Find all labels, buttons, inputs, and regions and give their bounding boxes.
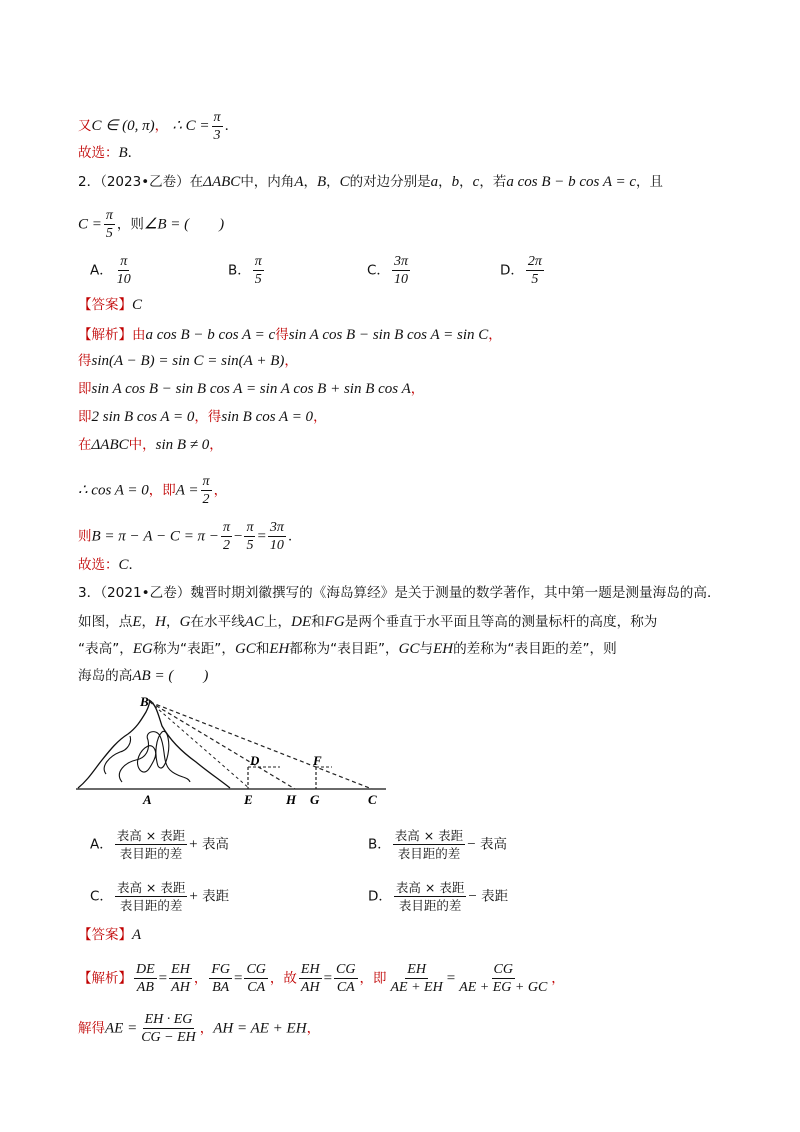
analysis-tag: 【解析】 — [78, 970, 132, 987]
math-var: b — [451, 174, 460, 190]
frac-den: 3 — [213, 128, 221, 143]
q2-option-d — [500, 254, 546, 287]
frac — [334, 962, 357, 995]
frac-den: 10 — [393, 272, 408, 287]
frac-den: 5 — [105, 226, 113, 241]
frac-num: 表高 × 表距 — [116, 880, 186, 895]
q3-option-d — [368, 880, 508, 913]
option-label: D． — [368, 888, 392, 905]
label-d: D — [250, 753, 260, 768]
math-question: AB = ( ) — [132, 668, 209, 684]
math: sin B ≠ 0 — [155, 437, 210, 453]
text: 和 — [311, 614, 325, 630]
text-comma: ， — [199, 1020, 214, 1037]
text: 中， — [128, 437, 156, 453]
island-contour — [104, 732, 190, 782]
q2-analysis-3 — [78, 380, 424, 398]
text-comma: ， — [459, 174, 473, 190]
math-c-eq: C = — [78, 216, 102, 233]
q3-answer — [78, 926, 141, 944]
frac-den: AE + EH — [390, 980, 443, 995]
frac-num: CG — [336, 962, 356, 977]
frac — [244, 520, 255, 553]
frac — [169, 962, 192, 995]
frac-den: 表目距的差 — [119, 898, 183, 913]
frac — [139, 1012, 198, 1045]
text: ，即 — [359, 970, 387, 987]
answer-tag: 【答案】 — [78, 297, 132, 313]
frac-pi-3 — [212, 110, 223, 143]
math: − — [233, 528, 243, 545]
frac-num: π — [202, 474, 210, 489]
text: 如图，点 — [78, 614, 133, 630]
text: ，得 — [194, 409, 222, 425]
frac-num: EH — [171, 962, 190, 977]
frac-num: EH — [407, 962, 426, 977]
text-comma: ， — [488, 327, 502, 343]
frac-num: 表高 × 表距 — [395, 880, 465, 895]
frac — [299, 962, 322, 995]
text: ，若 — [479, 174, 507, 190]
text: 得 — [275, 327, 289, 343]
text: 由 — [132, 327, 146, 343]
text-period: ． — [224, 118, 239, 134]
frac-num: CG — [246, 962, 266, 977]
q2-analysis-1 — [78, 326, 502, 344]
option-label: B． — [368, 836, 391, 853]
frac-num: 3π — [269, 520, 284, 535]
text-period: ． — [128, 557, 143, 573]
q3-analysis-2 — [78, 1012, 320, 1045]
answer-b: B — [118, 145, 128, 161]
text-period: ． — [127, 145, 142, 161]
label-e: E — [244, 792, 253, 807]
frac-pi-5 — [104, 208, 115, 241]
math: sin(A − B) = sin C = sin(A + B) — [91, 353, 285, 369]
frac — [244, 962, 267, 995]
q2-answer — [78, 296, 142, 314]
island-outline — [78, 700, 230, 788]
option-label: D． — [500, 262, 524, 279]
option-tail: 表距 — [481, 888, 509, 905]
math: ΔABC — [91, 437, 129, 453]
math: H — [155, 614, 166, 630]
math: a cos B − b cos A = c — [145, 327, 276, 343]
label-f: F — [313, 753, 322, 768]
option-label: B． — [228, 262, 251, 279]
frac-num: DE — [136, 962, 155, 977]
text: 3．（2021•乙卷）魏晋时期刘徽撰写的《海岛算经》是关于测量的数学著作，其中第一题是测量海岛的高． — [78, 585, 721, 601]
math: = — [446, 970, 456, 987]
q2-condition — [78, 208, 224, 241]
text: 得 — [78, 353, 92, 369]
math-var: C — [339, 174, 350, 190]
frac-num: π — [246, 520, 254, 535]
option-frac — [115, 828, 187, 861]
frac — [209, 962, 232, 995]
frac — [268, 520, 286, 553]
frac-den: CA — [247, 980, 266, 995]
q2-option-c — [367, 254, 412, 287]
text-comma: ， — [303, 174, 317, 190]
math: FG — [324, 614, 345, 630]
text-comma: ， — [551, 970, 565, 987]
option-op: − — [467, 836, 476, 853]
sight-line-bc — [150, 702, 372, 789]
text: 在 — [78, 437, 92, 453]
frac — [457, 962, 549, 995]
text: 称为“表距”， — [152, 641, 235, 657]
frac-num: 表高 × 表距 — [394, 828, 464, 843]
frac-den: 表目距的差 — [397, 846, 461, 861]
text-comma: ， — [213, 482, 228, 499]
island-figure — [70, 692, 390, 812]
text: 都称为“表目距”， — [289, 641, 399, 657]
math-question: ∠B = ( ) — [143, 216, 225, 233]
frac-den: AE + EG + GC — [459, 980, 548, 995]
frac-num: π — [213, 110, 221, 125]
math: A = — [175, 482, 199, 499]
text-comma: ， — [410, 381, 425, 397]
q3-stem-1 — [78, 584, 721, 602]
frac-num: π — [254, 254, 262, 269]
text-comma: ， — [165, 614, 180, 630]
text: ，则 — [116, 216, 144, 233]
frac-den: BA — [212, 980, 230, 995]
option-op: + — [189, 836, 198, 853]
math: AE = — [105, 1020, 138, 1037]
frac-den: 10 — [269, 538, 284, 553]
text: ，故 — [269, 970, 297, 987]
frac — [389, 962, 445, 995]
text: 海岛的高 — [78, 668, 133, 684]
frac-num: π — [120, 254, 128, 269]
math: EG — [132, 641, 153, 657]
text-you: 又 — [78, 118, 92, 134]
q2-option-b — [228, 254, 266, 287]
math: B = π − A − C = π − — [91, 528, 219, 545]
frac-den: 2 — [222, 538, 230, 553]
frac-den: 5 — [254, 272, 262, 287]
math-therefore-c: ∴ C = — [172, 118, 210, 134]
frac-num: 2π — [527, 254, 542, 269]
math-triangle: ΔABC — [203, 174, 241, 190]
q2-stem — [78, 173, 663, 191]
frac — [221, 520, 232, 553]
option-tail: 表距 — [202, 888, 230, 905]
option-tail: 表高 — [201, 836, 229, 853]
text-comma: ， — [209, 437, 223, 453]
option-frac — [253, 254, 264, 287]
math-c-range: C ∈ (0, π) — [91, 118, 155, 134]
math: sin A cos B − sin B cos A = sin C — [288, 327, 489, 343]
text: 故选： — [78, 557, 119, 573]
frac-num: π — [222, 520, 230, 535]
text-comma: ， — [193, 970, 208, 987]
q2-stem-prefix: 2．（2023•乙卷）在 — [78, 174, 204, 190]
frac-den: AB — [136, 980, 154, 995]
label-h: H — [286, 792, 297, 807]
frac-pi-2 — [201, 474, 212, 507]
math: = — [158, 970, 168, 987]
q2-analysis-7 — [78, 520, 301, 553]
math: sin A cos B − sin B cos A = sin A cos B + sin B cos A — [91, 381, 411, 397]
option-label: C． — [90, 888, 113, 905]
frac-den: 5 — [246, 538, 254, 553]
text: 上， — [263, 614, 292, 630]
math-condition: a cos B − b cos A = c — [506, 174, 637, 190]
text-comma: ， — [313, 409, 327, 425]
text-comma: ， — [141, 614, 156, 630]
option-op: − — [468, 888, 477, 905]
option-frac — [526, 254, 544, 287]
q2-analysis-8 — [78, 556, 142, 574]
frac-num: π — [105, 208, 113, 223]
text: 则 — [78, 528, 92, 545]
text: 的对边分别是 — [349, 174, 431, 190]
frac-den: 表目距的差 — [119, 846, 183, 861]
math-var: c — [472, 174, 480, 190]
text-comma: ， — [438, 174, 452, 190]
text-comma: ， — [284, 353, 298, 369]
text-choose: 故选： — [78, 145, 119, 161]
q2-analysis-5 — [78, 436, 223, 454]
q2-analysis-6 — [78, 474, 227, 507]
option-frac — [393, 828, 465, 861]
text-comma: ， — [306, 1020, 321, 1037]
text-comma: ， — [326, 174, 340, 190]
option-label: A． — [90, 262, 113, 279]
q2-analysis-4 — [78, 408, 327, 426]
q2-option-a — [90, 254, 135, 287]
text: 解得 — [78, 1020, 105, 1037]
math: sin B cos A = 0 — [221, 409, 314, 425]
text: 与 — [419, 641, 434, 657]
math: EH — [269, 641, 290, 657]
option-frac — [392, 254, 410, 287]
frac-den: 2 — [202, 492, 210, 507]
frac-num: 表高 × 表距 — [116, 828, 186, 843]
label-g: G — [310, 792, 320, 807]
q3-stem-2 — [78, 613, 657, 631]
answer-tag: 【答案】 — [78, 927, 132, 943]
option-op: + — [189, 888, 198, 905]
math-var: A — [294, 174, 304, 190]
text: 即 — [78, 409, 92, 425]
option-label: A． — [90, 836, 113, 853]
answer-value: C — [118, 557, 129, 573]
math: = — [257, 528, 266, 545]
q3-stem-3 — [78, 640, 617, 658]
math: EH — [433, 641, 454, 657]
frac-den: CA — [336, 980, 355, 995]
math: = — [323, 970, 333, 987]
frac-num: FG — [211, 962, 230, 977]
label-a: A — [143, 792, 152, 807]
option-frac — [394, 880, 466, 913]
text: ，且 — [636, 174, 664, 190]
text: 和 — [255, 641, 270, 657]
frac-den: AH — [171, 980, 190, 995]
math: ∴ cos A = 0 — [78, 482, 149, 499]
text: 在水平线 — [190, 614, 245, 630]
answer-value: A — [132, 927, 142, 943]
math: G — [179, 614, 191, 630]
math: GC — [234, 641, 256, 657]
q3-analysis-1 — [78, 962, 565, 995]
text-period: ． — [287, 528, 302, 545]
frac-num: 3π — [393, 254, 408, 269]
frac-num: EH · EG — [144, 1012, 193, 1027]
frac-num: EH — [300, 962, 320, 977]
math: GC — [398, 641, 420, 657]
q3-option-b — [368, 828, 507, 861]
sight-line-be — [150, 702, 250, 789]
text-comma: ， — [154, 118, 169, 134]
math-var: a — [430, 174, 439, 190]
analysis-tag: 【解析】 — [78, 327, 132, 343]
text: 是两个垂直于水平面且等高的测量标杆的高度，称为 — [344, 614, 658, 630]
option-frac — [115, 880, 187, 913]
answer-value: C — [132, 297, 143, 313]
option-label: C． — [367, 262, 390, 279]
frac-den: 表目距的差 — [398, 898, 462, 913]
frac-den: 5 — [531, 272, 539, 287]
option-frac — [115, 254, 133, 287]
option-tail: 表高 — [479, 836, 507, 853]
q3-option-a — [90, 828, 229, 861]
frac-den: AH — [300, 980, 320, 995]
text: 的差称为“表目距的差”，则 — [453, 641, 617, 657]
line-top-2 — [78, 144, 141, 162]
math: AH = AE + EH — [213, 1020, 307, 1037]
math: E — [132, 614, 142, 630]
q3-option-c — [90, 880, 229, 913]
sight-line-bh — [150, 702, 295, 789]
text: ，即 — [148, 482, 176, 499]
text: 中，内角 — [240, 174, 295, 190]
math: 2 sin B cos A = 0 — [91, 409, 195, 425]
frac — [134, 962, 157, 995]
frac-num: CG — [493, 962, 513, 977]
text: “表高”， — [78, 641, 133, 657]
line-top-1 — [78, 110, 238, 143]
math-var: B — [316, 174, 327, 190]
label-c: C — [368, 792, 377, 807]
label-b: B — [140, 694, 149, 709]
text: 即 — [78, 381, 92, 397]
q3-stem-4 — [78, 667, 208, 685]
math: AC — [244, 614, 264, 630]
frac-den: 10 — [116, 272, 131, 287]
math: = — [233, 970, 243, 987]
frac-den: CG − EH — [141, 1030, 196, 1045]
q2-analysis-2 — [78, 352, 298, 370]
math: DE — [291, 614, 312, 630]
